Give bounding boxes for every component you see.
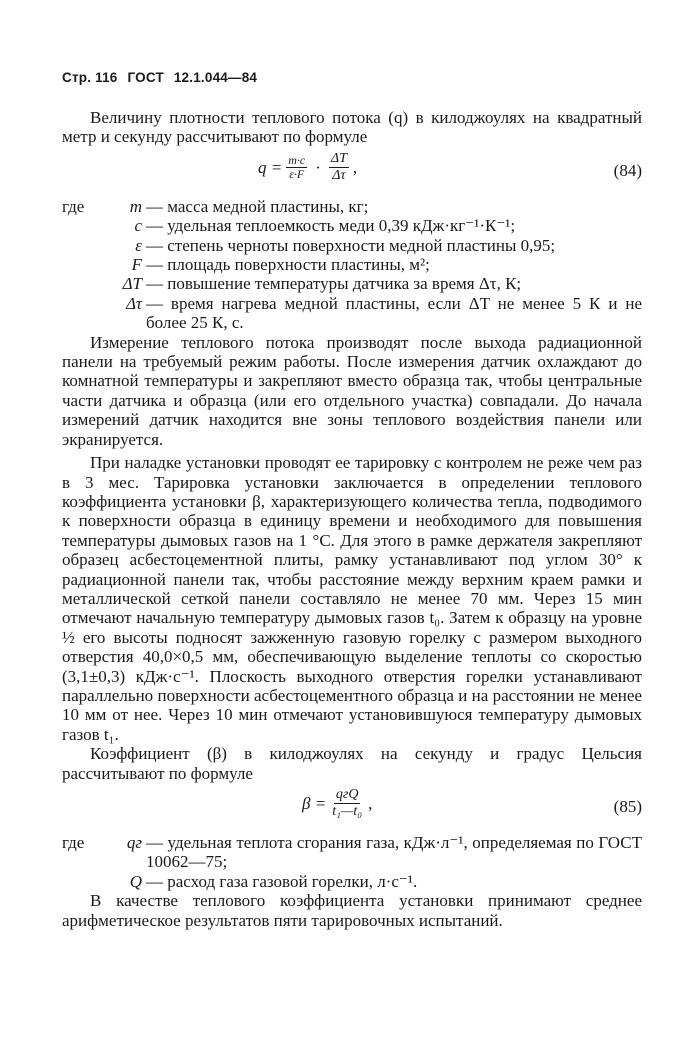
formula-84-denominator-1: ε·F <box>289 166 305 181</box>
definition-symbol: qг <box>126 833 142 852</box>
formula-85-tail: , <box>368 793 373 813</box>
page-number: Стр. 116 <box>62 70 118 85</box>
formula-85-definitions <box>62 833 642 891</box>
formula-85-number: (85) <box>613 797 642 816</box>
definition-text: — повышение температуры датчика за время Δτ, К; <box>146 274 522 294</box>
formula-85-fraction <box>330 787 364 820</box>
definition-text: — время нагрева медной пластины, если ΔT не менее 5 К и не более 25 К, с. <box>146 293 642 333</box>
definition-row <box>62 274 642 293</box>
definition-symbol: Δτ <box>125 293 142 313</box>
formula-84-lhs: q = <box>258 157 283 177</box>
formula-85-lhs: β = <box>302 793 327 813</box>
definition-row <box>62 255 642 274</box>
definition-lead <box>62 274 102 293</box>
document-body <box>62 108 642 930</box>
definition-lead: где <box>62 833 85 852</box>
definition-lead <box>62 236 102 255</box>
definition-text: — масса медной пластины, кг; <box>146 196 369 216</box>
definition-row <box>62 833 642 872</box>
definition-text: — расход газа газовой горелки, л·с⁻¹. <box>146 871 418 891</box>
formula-85-denominator: t₁—t₀ <box>332 804 363 819</box>
definition-lead <box>62 216 102 235</box>
definition-symbol: F <box>131 255 142 275</box>
standard-number: 12.1.044—84 <box>173 70 258 85</box>
formula-84-number: (84) <box>613 160 642 180</box>
definition-lead <box>62 872 102 891</box>
definition-text: — удельная теплота сгорания газа, кДж·л⁻¹, определяемая по ГОСТ 10062—75; <box>146 833 642 872</box>
formula-84-numerator-2: ΔT <box>330 150 347 166</box>
definition-symbol: ΔT <box>122 274 142 294</box>
definition-text: — степень черноты поверхности медной пластины 0,95; <box>146 235 556 255</box>
page-header <box>62 70 263 85</box>
paragraph-coefficient-intro: Коэффициент (β) в килоджоулях на секунду и градус Цельсия рассчитывают по формуле <box>62 744 642 783</box>
definition-lead <box>62 294 102 333</box>
formula-84-fraction-1 <box>286 154 307 181</box>
definition-row <box>62 872 642 891</box>
definition-row <box>62 236 642 255</box>
formula-84-numerator-1: m·c <box>288 152 306 167</box>
formula-84-denominator-2: Δτ <box>332 167 346 183</box>
definition-lead <box>62 255 102 274</box>
intro-paragraph: Величину плотности теплового потока (q) в килоджоулях на квадратный метр и секунду рассчитывают по формуле <box>62 108 642 147</box>
definition-symbol: c <box>134 216 142 236</box>
formula-84-tail: , <box>352 157 358 177</box>
definition-row <box>62 294 642 333</box>
definition-text: — площадь поверхности пластины, м²; <box>146 255 430 275</box>
definition-symbol: ε <box>135 235 142 255</box>
formula-84-definitions <box>62 197 642 333</box>
definition-lead: где <box>62 196 85 216</box>
formula-85-numerator: qгQ <box>335 787 359 802</box>
paragraph-heat-flux-measurement: Измерение теплового потока производят после выхода радиационной панели на требуемый режим работы. После измерения датчик охлаждают до комнатной температуры и закрепляют вместо образца так, чтобы центральные части датчика и образца (или его отдельного участка) совпадали. До начала измерений датчик находится вне зоны теплового воздействия панели или экранируется. <box>62 332 642 449</box>
paragraph-calibration: При наладке установки проводят ее тарировку с контролем не реже чем раз в 3 мес. Тарировка установки заключается в определении теплового коэффициента установки β, характеризующего количества тепла, подводимого к поверхности образца в единицу времени и необходимого для повышения температуры дымовых газов на 1 °С. Для этого в рамке держателя закрепляют образец асбестоцементной плиты, рамку устанавливают под углом 30° к радиационной панели так, чтобы расстояние между верхним краем рамки и металлической сеткой панели составляло не менее 70 мм. Через 15 мин отмечают начальную температуру дымовых газов t₀. Затем к образцу на уровне ½ его высоты подносят зажженную газовую горелку с размером выходного отверстия 40,0×0,5 мм, обеспечивающую выделение теплоты со скоростью (3,1±0,3) кДж·с⁻¹. Плоскость выходного отверстия горелки устанавливают параллельно поверхности асбестоцементного образца и на расстоянии не менее 10 мм от нее. Через 10 мин отмечают установившуюся температуру дымовых газов t₁. <box>62 453 642 744</box>
definition-row <box>62 197 642 216</box>
formula-84-dot: · <box>315 157 321 177</box>
formula-85 <box>62 785 642 831</box>
definition-row <box>62 216 642 235</box>
definition-text: — удельная теплоемкость меди 0,39 кДж·кг⁻¹·К⁻¹; <box>146 216 516 236</box>
formula-84 <box>62 149 642 195</box>
definition-symbol: m <box>129 196 142 216</box>
formula-84-fraction-2 <box>329 151 349 184</box>
standard-label: ГОСТ <box>127 70 164 85</box>
definition-symbol: Q <box>129 871 142 891</box>
paragraph-conclusion: В качестве теплового коэффициента установки принимают среднее арифметическое результатов пяти тарировочных испытаний. <box>62 891 642 930</box>
